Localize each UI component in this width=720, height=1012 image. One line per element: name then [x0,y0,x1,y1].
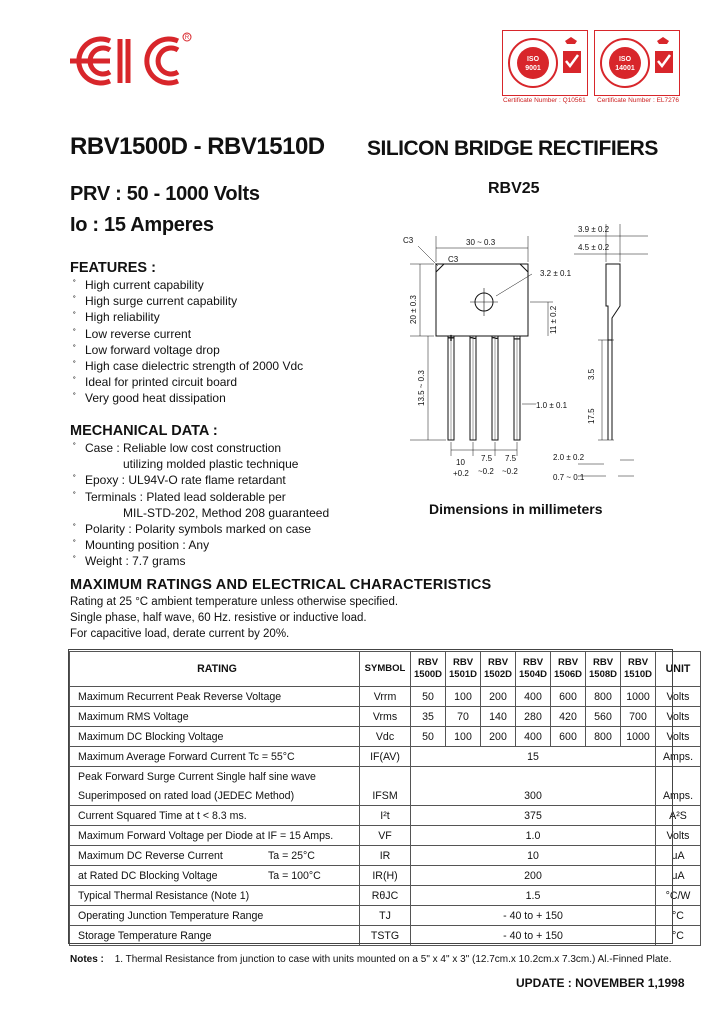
svg-text:14001: 14001 [615,65,635,72]
io-spec: Io : 15 Amperes [70,214,214,236]
value-cell: 70 [446,707,481,727]
feature-text: High case dielectric strength of 2000 Vdc [85,359,304,374]
rating-cell: Typical Thermal Resistance (Note 1) [70,886,360,906]
col-part [411,652,446,687]
mechanical-item [70,489,329,505]
table-row [70,906,701,926]
unit-cell: °C [656,926,701,946]
symbol-cell: I²t [360,806,411,826]
dim-label: +0.2 [453,469,469,478]
mechanical-item [70,505,329,521]
part-suffix: 1510D [624,669,652,680]
cert1-caption: Certificate Number : Q10561 [503,97,586,104]
value-cell: 15 [411,747,656,767]
dim-label: 7.5 [481,454,493,463]
feature-text: Ideal for printed circuit board [85,375,238,390]
part-prefix: RBV [452,657,474,668]
unit-cell: A²S [656,806,701,826]
rating-note-3: For capacitive load, derate current by 20%. [70,628,290,640]
ratings-heading: MAXIMUM RATINGS AND ELECTRICAL CHARACTERISTICS [70,577,492,593]
unit-cell: Volts [656,727,701,747]
feature-text: High surge current capability [85,294,238,309]
part-prefix: RBV [627,657,649,668]
dim-label: 20 ± 0.3 [409,295,418,324]
value-cell: 200 [481,727,516,747]
value-cell: 100 [446,687,481,707]
symbol-cell: TJ [360,906,411,926]
product-subtitle: SILICON BRIDGE RECTIFIERS [367,137,658,160]
symbol-cell: IR(H) [360,866,411,886]
value-cell: 1000 [621,687,656,707]
iso14001-certificate [594,30,680,96]
rating-cell [70,866,360,886]
value-cell: 1000 [621,727,656,747]
value-cell: 600 [551,687,586,707]
feature-item [70,309,303,325]
pin-ac1: ~ [469,331,477,345]
value-cell: 420 [551,707,586,727]
feature-item [70,277,303,293]
value-cell: 400 [516,687,551,707]
unit-cell: μA [656,866,701,886]
table-row [70,786,701,806]
part-suffix: 1508D [589,669,617,680]
value-cell: 140 [481,707,516,727]
table-row [70,727,701,747]
notes-text: 1. Thermal Resistance from junction to case with units mounted on a 5" x 4" x 3" (12.7cm.x 10.2cm.x 7.3cm.) Al.-Finned Plate. [114,954,672,965]
unit-cell: °C/W [656,886,701,906]
symbol-cell: RθJC [360,886,411,906]
col-part [481,652,516,687]
rating-cell: Superimposed on rated load (JEDEC Method) [70,786,360,806]
part-suffix: 1501D [449,669,477,680]
mechanical-heading: MECHANICAL DATA : [70,423,218,439]
value-cell: 1.0 [411,826,656,846]
package-diagram [398,214,648,484]
value-cell [411,767,656,787]
unit-cell: Volts [656,707,701,727]
rating-cell: Current Squared Time at t < 8.3 ms. [70,806,360,826]
dim-label: C3 [403,236,414,245]
mechanical-item [70,553,329,569]
value-cell: 200 [411,866,656,886]
value-cell: - 40 to + 150 [411,926,656,946]
pin-ac2: ~ [491,331,499,345]
part-suffix: 1504D [519,669,547,680]
mechanical-text: MIL-STD-202, Method 208 guaranteed [123,505,330,520]
value-cell: 10 [411,846,656,866]
mechanical-text: Polarity : Polarity symbols marked on case [85,522,312,537]
mechanical-list [70,440,329,570]
bullet-mark: ˚ [73,490,76,501]
table-header-row [70,652,701,687]
part-suffix: 1500D [414,669,442,680]
table-row [70,806,701,826]
cert2-caption: Certificate Number : EL7276 [597,97,680,104]
dim-label: 7.5 [505,454,517,463]
symbol-cell: IR [360,846,411,866]
part-suffix: 1506D [554,669,582,680]
dim-label: 13.5 ~ 0.3 [417,370,426,406]
dim-label: C3 [448,255,459,264]
symbol-cell: IFSM [360,786,411,806]
col-rating: RATING [70,652,360,687]
col-symbol: SYMBOL [360,652,411,687]
bullet-mark: ˚ [73,327,76,338]
feature-text: High reliability [85,310,160,325]
mechanical-item [70,537,329,553]
dim-label: 1.0 ± 0.1 [536,401,568,410]
bullet-mark: ˚ [73,295,76,306]
feature-text: Low reverse current [85,326,192,341]
rating-cell [70,846,360,866]
value-cell: - 40 to + 150 [411,906,656,926]
dim-label: 17.5 [587,408,596,424]
svg-text:R: R [184,35,190,41]
feature-text: High current capability [85,278,204,292]
mechanical-text: Mounting position : Any [85,538,210,553]
mechanical-text: utilizing molded plastic technique [123,457,299,472]
symbol-cell: Vrms [360,707,411,727]
value-cell: 375 [411,806,656,826]
symbol-cell: Vdc [360,727,411,747]
feature-item [70,342,303,358]
unit-cell: Volts [656,687,701,707]
value-cell: 700 [621,707,656,727]
feature-item [70,326,303,342]
feature-item [70,358,303,374]
bullet-mark: ˚ [73,523,76,534]
bullet-mark: ˚ [73,392,76,403]
bullet-mark: ˚ [73,539,76,550]
svg-text:9001: 9001 [525,65,541,72]
condition-text: Ta = 100°C [268,869,321,882]
bullet-mark: ˚ [73,555,76,566]
feature-text: Low forward voltage drop [85,342,220,357]
rating-text: at Rated DC Blocking Voltage [78,869,218,882]
eic-logo [66,28,196,94]
pin-minus: – [513,331,521,345]
col-part [586,652,621,687]
mechanical-text: Terminals : Plated lead solderable per [85,489,286,504]
rating-note-2: Single phase, half wave, 60 Hz. resistive or inductive load. [70,612,367,624]
bullet-mark: ˚ [73,360,76,371]
part-prefix: RBV [557,657,579,668]
feature-item [70,293,303,309]
features-list [70,277,303,407]
value-cell: 50 [411,687,446,707]
mechanical-text: Weight : 7.7 grams [85,554,186,569]
rating-cell: Maximum RMS Voltage [70,707,360,727]
table-row [70,747,701,767]
table-row [70,866,701,886]
part-prefix: RBV [592,657,614,668]
unit-cell: Volts [656,826,701,846]
dim-label: 3.2 ± 0.1 [540,269,572,278]
symbol-cell: TSTG [360,926,411,946]
value-cell: 800 [586,687,621,707]
col-part [446,652,481,687]
dim-label: 30 ~ 0.3 [466,238,496,247]
update-date: UPDATE : NOVEMBER 1,1998 [516,976,685,990]
table-row [70,886,701,906]
table-row [70,767,701,787]
symbol-cell: VF [360,826,411,846]
dim-label: 3.9 ± 0.2 [578,225,610,234]
rating-cell: Peak Forward Surge Current Single half sine wave [70,767,360,787]
rating-cell: Storage Temperature Range [70,926,360,946]
part-suffix: 1502D [484,669,512,680]
dim-label: 2.0 ± 0.2 [553,453,585,462]
rating-note-1: Rating at 25 °C ambient temperature unless otherwise specified. [70,596,399,608]
dim-label: 4.5 ± 0.2 [578,243,610,252]
package-name: RBV25 [488,180,540,197]
feature-text: Very good heat dissipation [85,391,226,406]
bullet-mark: ˚ [73,376,76,387]
mechanical-item [70,456,329,472]
part-prefix: RBV [487,657,509,668]
unit-cell: μA [656,846,701,866]
features-heading: FEATURES : [70,260,156,276]
ratings-table [69,651,701,946]
table-row [70,926,701,946]
table-row [70,687,701,707]
value-cell: 1.5 [411,886,656,906]
prv-spec: PRV : 50 - 1000 Volts [70,183,260,205]
rating-text: Maximum DC Reverse Current [78,849,223,862]
table-row [70,826,701,846]
svg-text:ISO: ISO [618,56,632,63]
rating-cell: Maximum DC Blocking Voltage [70,727,360,747]
symbol-cell: Vrrm [360,687,411,707]
rating-cell: Operating Junction Temperature Range [70,906,360,926]
feature-item [70,374,303,390]
value-cell: 560 [586,707,621,727]
value-cell: 800 [586,727,621,747]
rating-cell: Maximum Average Forward Current Tc = 55°C [70,747,360,767]
table-row [70,707,701,727]
svg-text:ISO: ISO [526,56,540,63]
value-cell: 300 [411,786,656,806]
dim-label: 0.7 ~ 0.1 [553,473,585,482]
mechanical-item [70,440,329,456]
part-number-title: RBV1500D - RBV1510D [70,133,325,160]
bullet-mark: ˚ [73,279,76,289]
dim-label: ~0.2 [502,467,518,476]
value-cell: 600 [551,727,586,747]
part-prefix: RBV [417,657,439,668]
bullet-mark: ˚ [73,343,76,354]
mechanical-item [70,521,329,537]
table-row [70,846,701,866]
col-unit: UNIT [656,652,701,687]
value-cell: 50 [411,727,446,747]
dim-label: 3.5 [587,368,596,380]
value-cell: 100 [446,727,481,747]
unit-cell: Amps. [656,747,701,767]
bullet-mark: ˚ [73,442,76,452]
dim-label: ~0.2 [478,467,494,476]
col-part [551,652,586,687]
bullet-mark: ˚ [73,474,76,485]
mechanical-item [70,472,329,488]
feature-item [70,390,303,406]
notes [70,954,672,965]
notes-label: Notes : [70,954,104,965]
value-cell: 35 [411,707,446,727]
value-cell: 280 [516,707,551,727]
condition-text: Ta = 25°C [268,849,315,862]
rating-cell: Maximum Recurrent Peak Reverse Voltage [70,687,360,707]
unit-cell: °C [656,906,701,926]
unit-cell: Amps. [656,786,701,806]
dim-label: 10 [456,458,465,467]
col-part [621,652,656,687]
part-prefix: RBV [522,657,544,668]
pin-plus: + [447,331,455,345]
unit-cell [656,767,701,787]
mechanical-text: Case : Reliable low cost construction [85,441,282,455]
bullet-mark: ˚ [73,311,76,322]
dim-label: 11 ± 0.2 [549,305,558,334]
rating-cell: Maximum Forward Voltage per Diode at IF = 15 Amps. [70,826,360,846]
symbol-cell [360,767,411,787]
symbol-cell: IF(AV) [360,747,411,767]
value-cell: 200 [481,687,516,707]
value-cell: 400 [516,727,551,747]
mechanical-text: Epoxy : UL94V-O rate flame retardant [85,473,286,488]
iso9001-certificate [502,30,588,96]
col-part [516,652,551,687]
dimensions-caption: Dimensions in millimeters [429,501,603,517]
